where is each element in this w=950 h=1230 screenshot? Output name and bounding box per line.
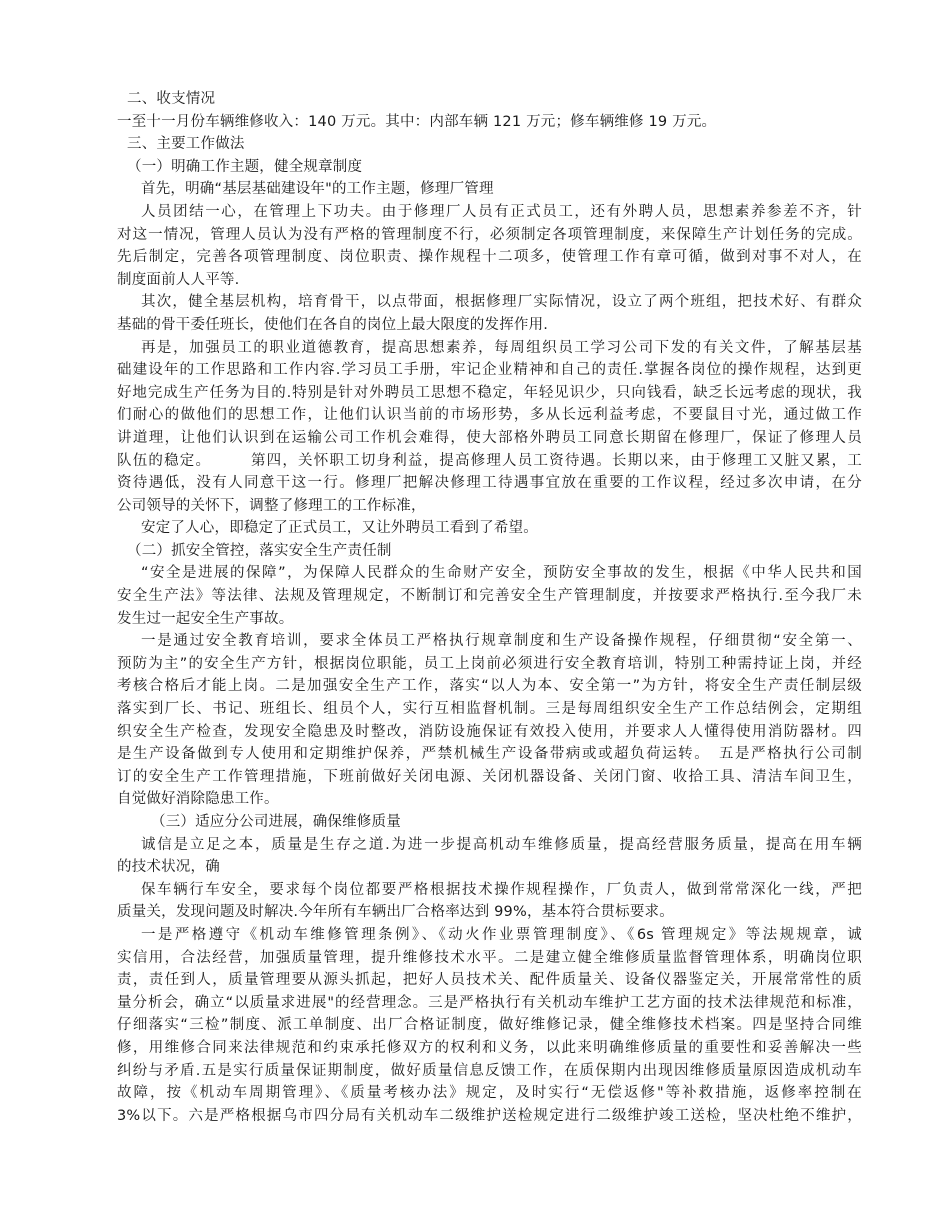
text-line: （二）抓安全管控，落实安全生产责任制 [127, 542, 392, 559]
text-line: 一至十一月份车辆维修收入：140 万元。其中：内部车辆 121 万元；修车辆维修 19 万元。 [117, 113, 717, 130]
text-line: 发生过一起安全生产事故。 [117, 610, 294, 627]
text-line: 是生产设备做到专人使用和定期维护保养，严禁机械生产设备带病或或超负荷运转。 五是严格执行公司制 [117, 746, 862, 763]
text-line: 其次，健全基层机构，培育骨干，以点带面，根据修理厂实际情况，设立了两个班组，把技术好、有群众 [141, 294, 862, 311]
text-line: 预防为主”的安全生产方针，根据岗位职能，员工上岗前必须进行安全教育培训，特别工种需持证上岗，并经 [117, 655, 862, 672]
text-line: 织安全生产检查，发现安全隐患及时整改，消防设施保证有效投入使用，并要求人人懂得使用消防器材。四 [117, 723, 862, 740]
document-body [117, 88, 862, 1127]
text-line: 仔细落实“三检”制度、派工单制度、出厂合格证制度，做好维修记录，健全维修技术档案。四是坚持合同维 [117, 1017, 862, 1034]
text-line: 考核合格后才能上岗。二是加强安全生产工作，落实“以人为本、安全第一”为方针，将安全生产责任制层级 [117, 678, 862, 695]
text-line: 诚信是立足之本，质量是生存之道.为进一步提高机动车维修质量，提高经营服务质量，提高在用车辆 [141, 836, 862, 853]
text-line: 公司领导的关怀下，调整了修理工的工作标准， [117, 497, 426, 514]
text-line: “安全是进展的保障”，为保障人民群众的生命财产安全，预防安全事故的发生，根据《中华人民共和国 [141, 565, 862, 582]
text-line: 的技术状况，确 [117, 859, 220, 876]
text-line: 基础的骨干委任班长，使他们在各自的岗位上最大限度的发挥作用. [117, 316, 549, 333]
text-line: 3%以下。六是严格根据乌市四分局有关机动车二级维护送检规定进行二级维护竣工送检，坚决杜绝不维护， [117, 1107, 862, 1124]
text-line: 人员团结一心，在管理上下功夫。由于修理厂人员有正式员工，还有外聘人员，思想素养参差不齐，针 [141, 203, 862, 220]
text-line: 先后制定，完善各项管理制度、岗位职责、操作规程十二项多，使管理工作有章可循，做到对事不对人，在 [117, 249, 862, 266]
text-line: 们耐心的做他们的思想工作，让他们认识当前的市场形势，多从长远利益考虑，不要鼠目寸光，通过做工作 [117, 407, 862, 424]
text-line: 修，用维修合同来法律规范和约束承托修双方的权利和义务，以此来明确维修质量的重要性和妥善解决一些 [117, 1039, 862, 1056]
text-line: 首先，明确“基层基础建设年"的工作主题，修理厂管理 [141, 181, 494, 198]
text-line: 再是，加强员工的职业道德教育，提高思想素养，每周组织员工学习公司下发的有关文件，了解基层基 [141, 339, 862, 356]
text-line: 安全生产法》等法律、法规及管理规定，不断制订和完善安全生产管理制度，并按要求严格执行.至今我厂未 [117, 588, 862, 605]
text-line: 量分析会，确立“以质量求进展"的经营理念。三是严格执行有关机动车维护工艺方面的技术法律规范和标准， [117, 994, 862, 1011]
text-line: 制度面前人人平等. [117, 271, 240, 288]
text-line: 纠纷与矛盾.五是实行质量保证期制度，做好质量信息反馈工作，在质保期内出现因维修质量原因造成机动车 [117, 1062, 862, 1079]
text-line: 订的安全生产工作管理措施，下班前做好关闭电源、关闭机器设备、关闭门窗、收拾工具、清洁车间卫生， [117, 768, 862, 785]
text-line: 础建设年的工作思路和工作内容.学习员工手册，牢记企业精神和自己的责任.掌握各岗位的操作规程，达到更 [117, 362, 862, 379]
text-line: 三、主要工作做法 [127, 136, 245, 153]
text-line: 资待遇低，没有人同意干这一行。修理厂把解决修理工待遇事宜放在重要的工作议程，经过多次申请，在分 [117, 475, 862, 492]
text-line: 质量关，发现问题及时解决.今年所有车辆出厂合格率达到 99%，基本符合贯标要求。 [117, 904, 674, 921]
text-line: 故障，按《机动车周期管理》、《质量考核办法》规定，及时实行“无偿返修"等补救措施，返修率控制在 [117, 1085, 862, 1102]
text-line: （一）明确工作主题，健全规章制度 [127, 158, 363, 175]
text-line: 安定了人心，即稳定了正式员工，又让外聘员工看到了希望。 [141, 520, 538, 537]
text-line: 一是通过安全教育培训，要求全体员工严格执行规章制度和生产设备操作规程，仔细贯彻“安全第一、 [141, 633, 862, 650]
text-line: （三）适应分公司进展，确保维修质量 [151, 814, 401, 830]
text-line: 自觉做好消除隐患工作。 [117, 791, 279, 808]
text-line: 保车辆行车安全，要求每个岗位都要严格根据技术操作规程操作，厂负责人，做到常常深化一线，严把 [141, 881, 862, 898]
text-line: 落实到厂长、书记、班组长、组员个人，实行互相监督机制。三是每周组织安全生产工作总结例会，定期组 [117, 701, 862, 718]
text-line: 责，责任到人，质量管理要从源头抓起，把好人员技术关、配件质量关、设备仪器鉴定关，开展常常性的质 [117, 972, 862, 989]
text-line: 一是严格遵守《机动车维修管理条例》、《动火作业票管理制度》、《6s 管理规定》等法规规章，诚 [141, 926, 862, 943]
text-line: 队伍的稳定。 第四，关怀职工切身利益，提高修理人员工资待遇。长期以来，由于修理工又脏又累，工 [117, 452, 862, 469]
text-line: 好地完成生产任务为目的.特别是针对外聘员工思想不稳定，年轻见识少，只向钱看，缺乏长远考虑的现状，我 [117, 384, 862, 401]
text-line: 讲道理，让他们认识到在运输公司工作机会难得，使大部格外聘员工同意长期留在修理厂，保证了修理人员 [117, 429, 862, 446]
text-line: 对这一情况，管理人员认为没有严格的管理制度不行，必须制定各项管理制度，来保障生产计划任务的完成。 [117, 226, 862, 243]
text-line: 实信用，合法经营，加强质量管理，提升维修技术水平。二是建立健全维修质量监督管理体系，明确岗位职 [117, 949, 862, 966]
text-line: 二、收支情况 [127, 91, 216, 107]
